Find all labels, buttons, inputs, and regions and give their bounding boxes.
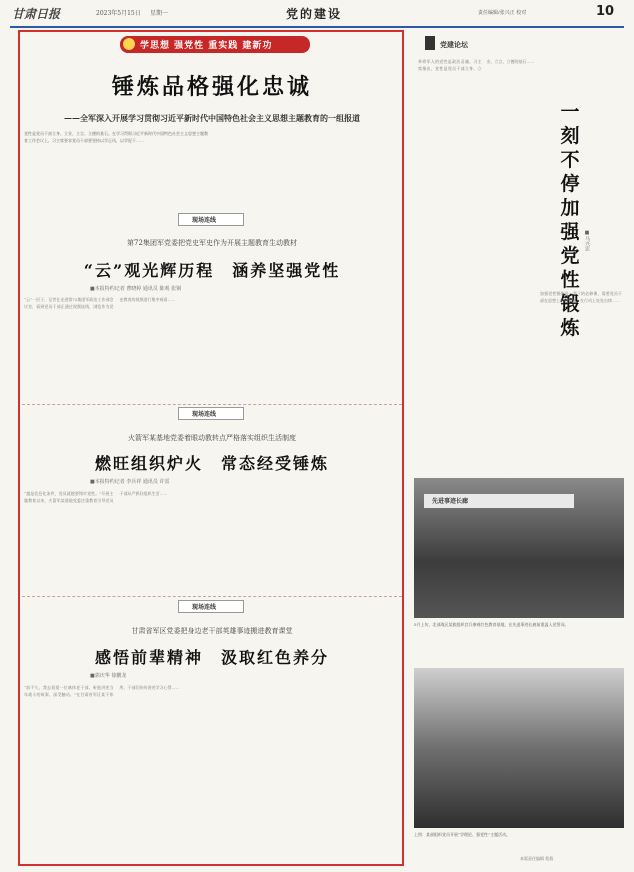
story-title[interactable]: 燃旺组织炉火 常态经受锤炼 — [94, 454, 329, 473]
story-body: “云”一层子，记者在走进第72集团军政治工作部会议室，看到党员干部正通过视频连线，浏览作为党史教育的视频进行集中观看…… — [24, 297, 176, 309]
live-link-label: 现场连线 — [192, 604, 217, 611]
story-kicker: 第72集团军党委把党史军史作为开展主题教育生动教材 — [127, 239, 297, 247]
commentary-body-continued: 加强党性锻炼是一辈子的必修课，需要党员干部在思想上时时警醒、在行动上处处自律…… — [540, 291, 622, 303]
forum-label: 党建论坛 — [440, 41, 468, 49]
photo-caption: 上图：某部组织党员开展“学理论、强党性”主题活动。 — [414, 832, 511, 837]
section-divider — [22, 596, 402, 597]
issue-weekday: 星期一 — [150, 10, 169, 17]
story-byline: ■本报特约记者 李兵祥 通讯员 许雷 — [90, 479, 170, 485]
story-byline: ■郭庆华 徐鹏龙 — [90, 673, 127, 679]
commentary-title[interactable]: 一刻不停加强党性锻炼 — [560, 101, 580, 339]
news-photo[interactable] — [414, 668, 624, 828]
story-byline: ■本报特约记者 曹晓婷 通讯员 陈观 张钢 — [90, 286, 182, 292]
party-emblem-icon — [123, 38, 135, 50]
section-divider — [22, 404, 402, 405]
photo-caption: 5月上旬，北部战区某旅组织官兵参观红色教育基地，在先进事迹长廊前重温入党誓词。 — [414, 622, 569, 627]
commentary-author: ■马兴忠 — [584, 230, 590, 251]
story-title[interactable]: “云”观光辉历程 涵养坚强党性 — [83, 261, 341, 280]
forum-mark-icon — [425, 36, 435, 50]
page-editor: 责任编辑/张兴正 校对 — [478, 10, 527, 16]
story-body: “越是信息化条件，党员就越要铸牢党性。”开展主题教育以来，火箭军某基地党委注重教育引导党员干部从严抓好组织生活…… — [24, 491, 168, 503]
live-link-label: 现场连线 — [192, 411, 217, 418]
story-kicker: 火箭军某基地党委着眼动教转点严格落实组织生活制度 — [128, 434, 296, 442]
section-title: 党的建设 — [286, 7, 343, 21]
live-link-label: 现场连线 — [192, 217, 217, 224]
main-subhead: ——全军深入开展学习贯彻习近平新时代中国特色社会主义思想主题教育的一组报道 — [64, 113, 360, 123]
story-kicker: 甘肃省军区党委把身边老干部英雄事迹搬进教育课堂 — [131, 627, 293, 635]
commentary-body: 革命军人的党性是政治灵魂。习主席指出，党性是党员干部立身、立业、立言、立德的基石…… — [418, 59, 535, 71]
newspaper-name: 甘肃日报 — [12, 7, 61, 21]
main-body-text: 党性是党员干部立身、立业、立言、立德的基石。在学习贯彻习近平新时代中国特色社会主义思想主题教育工作会议上，习主席要求党员干部要坚持以学正风，以学促干…… — [24, 131, 208, 143]
page-number: 10 — [596, 4, 615, 19]
main-headline[interactable]: 锤炼品格强化忠诚 — [111, 74, 312, 100]
page-editors: 本版责任编辑 程燕 — [520, 856, 554, 861]
story-title[interactable]: 感悟前辈精神 汲取红色养分 — [94, 648, 329, 667]
story-body: “前不久，我去看望一位离休老干部，听他讲述当年战斗的故事，深受触动。”在甘肃省军区某干休所，干部们纷纷讲述学习心得…… — [24, 685, 180, 697]
issue-date: 2023年5月15日 — [96, 10, 141, 17]
photo-sign-text: 先进事迹长廊 — [432, 498, 469, 505]
campaign-banner-text: 学思想 强党性 重实践 建新功 — [140, 41, 273, 51]
